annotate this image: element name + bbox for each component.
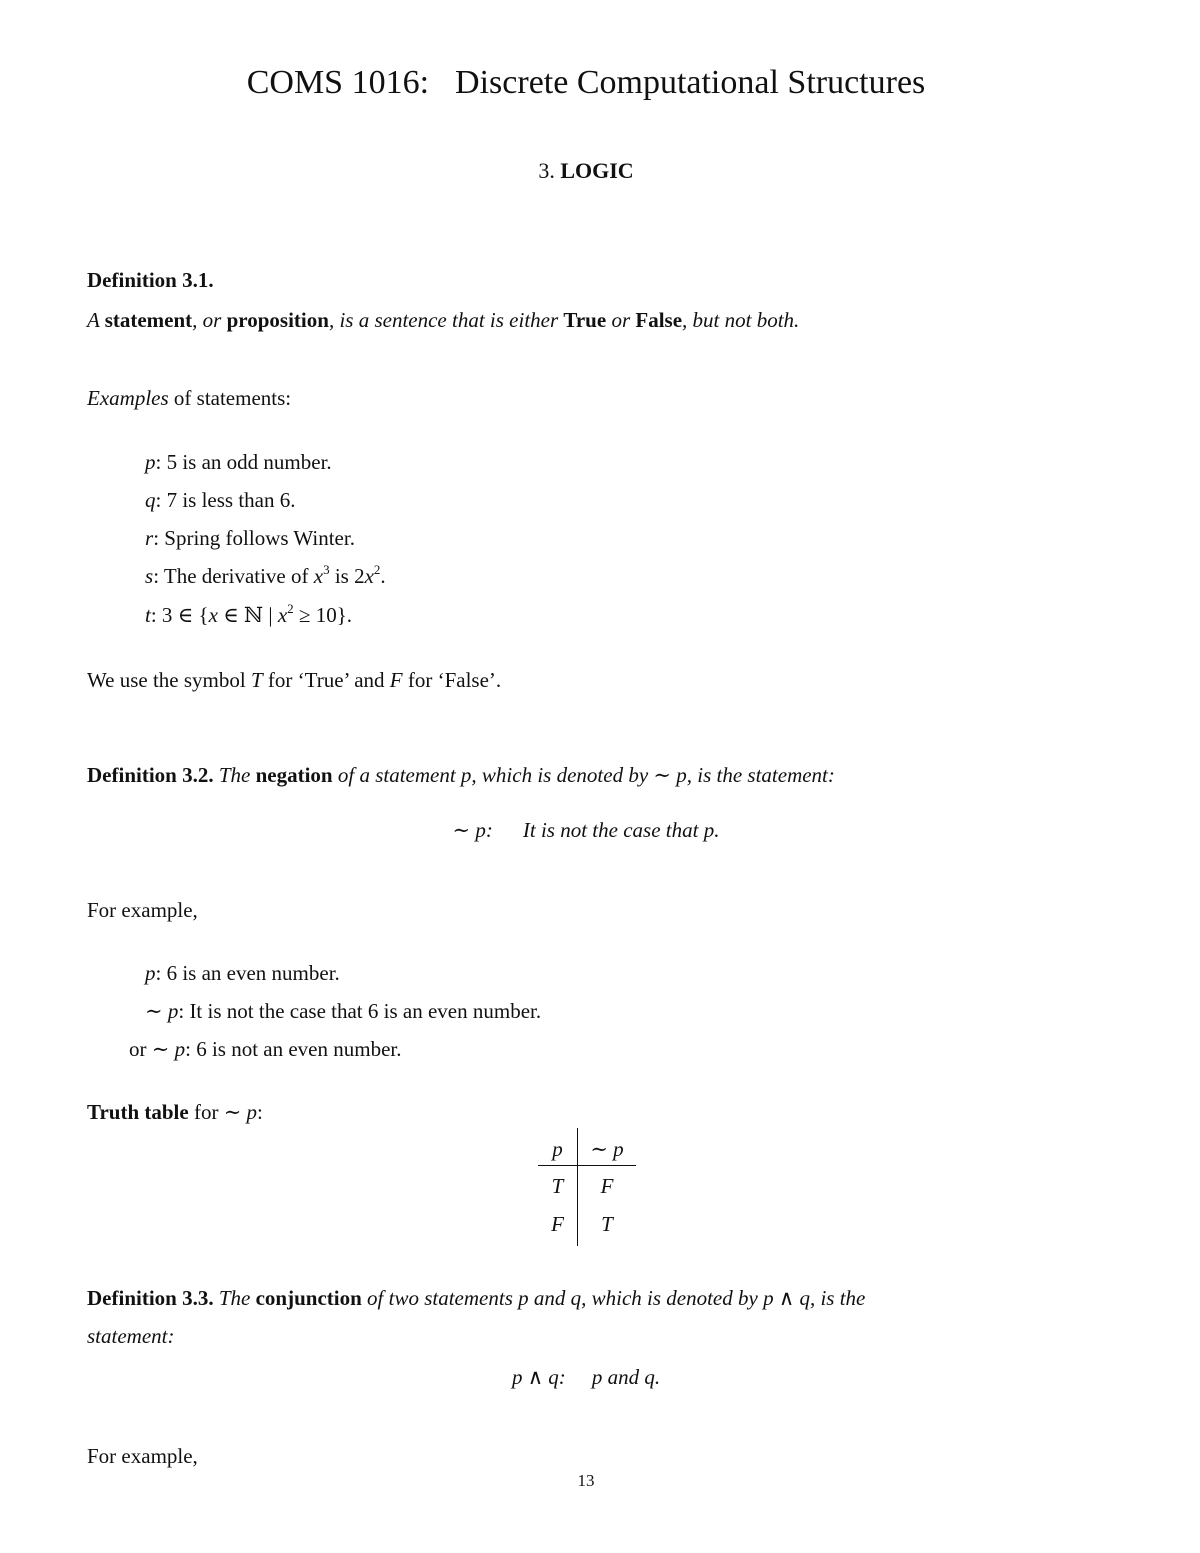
term-false: False [635, 308, 683, 332]
example-text: ∈ ℕ | [217, 603, 278, 627]
var: x [313, 564, 324, 588]
example-text: : 6 is not an even number. [185, 1037, 402, 1061]
symbol-T: T [250, 668, 263, 692]
var: ∼ p [145, 999, 179, 1023]
table-cell: T [551, 1174, 564, 1198]
negation-example-line3 [129, 1037, 402, 1062]
var: r [145, 526, 154, 550]
example-text: : 7 is less than 6. [155, 488, 296, 512]
display-lhs: ∼ p: [452, 818, 493, 842]
var: p [145, 961, 156, 985]
section-title: LOGIC [560, 158, 634, 183]
example-p [145, 450, 332, 475]
example-t [145, 603, 352, 628]
examples-rest: of statements: [168, 386, 292, 410]
truth-table [538, 1128, 636, 1246]
display-rhs: It is not the case that p. [522, 818, 720, 842]
symbol-F: F [389, 668, 403, 692]
truth-table-label [87, 1100, 263, 1125]
section-number: 3. [538, 158, 555, 183]
example-r [145, 526, 355, 551]
example-text: . [380, 564, 386, 588]
section-heading [0, 158, 1172, 184]
var: x [364, 564, 374, 588]
var: ∼ p [151, 1037, 186, 1061]
term-proposition: proposition [226, 308, 329, 332]
table-cell: F [551, 1212, 564, 1236]
def-text: or [606, 308, 636, 332]
example-text: : 6 is an even number. [155, 961, 340, 985]
exponent: 3 [323, 562, 330, 577]
def-text: of a statement p, which is denoted by ∼ p, is the statement: [332, 763, 835, 787]
var: t [145, 603, 151, 627]
term-conjunction: conjunction [255, 1286, 362, 1310]
negation-example-line2 [145, 999, 541, 1024]
symbol-note [87, 668, 501, 693]
course-title: Discrete Computational Structures [455, 64, 926, 101]
example-text: ≥ 10}. [293, 603, 353, 627]
example-text: : The derivative of [153, 564, 314, 588]
display-lhs: p ∧ q: [511, 1365, 566, 1389]
term-true: True [563, 308, 607, 332]
term-statement: statement [104, 308, 193, 332]
definition-3-3 [87, 1286, 865, 1311]
var: q [145, 488, 156, 512]
def-text: , is a sentence that is either [328, 308, 564, 332]
example-s [145, 564, 386, 589]
def-text: of two statements p and q, which is denoted by p ∧ q, is the [361, 1286, 866, 1310]
example-text: is 2 [329, 564, 365, 588]
examples-intro [87, 386, 291, 411]
examples-word: Examples [87, 386, 169, 410]
negation-example-intro: For example, [87, 898, 198, 922]
definition-3-2-heading: Definition 3.2. [87, 763, 214, 787]
table-cell: T [601, 1212, 613, 1236]
conjunction-display [0, 1365, 1172, 1390]
note-text: for ‘True’ and [262, 668, 390, 692]
note-text: for ‘False’. [402, 668, 502, 692]
def-text: , but not both. [682, 308, 800, 332]
table-header-p: p [552, 1137, 563, 1161]
def-text: , or [192, 308, 227, 332]
negation-example-line1 [145, 961, 340, 986]
label-text: : [257, 1100, 263, 1124]
label-text: for ∼ [188, 1100, 247, 1124]
def-text: A [87, 308, 105, 332]
definition-3-3-continued: statement: [87, 1324, 175, 1348]
example-text: : Spring follows Winter. [153, 526, 355, 550]
course-code: COMS 1016: [246, 64, 430, 101]
exponent: 2 [373, 562, 381, 577]
var: p [145, 450, 156, 474]
example-text: : It is not the case that 6 is an even number. [178, 999, 542, 1023]
definition-3-2 [87, 763, 835, 788]
negation-display [0, 818, 1172, 843]
definition-3-1-text [87, 308, 799, 333]
term-negation: negation [255, 763, 333, 787]
note-text: We use the symbol [87, 668, 251, 692]
example-text: : 3 ∈ { [150, 603, 209, 627]
or-word: or [129, 1037, 152, 1061]
def-text: The [213, 1286, 256, 1310]
table-header-not-p: ∼ p [590, 1137, 624, 1161]
table-cell: F [600, 1174, 614, 1198]
example-q [145, 488, 296, 513]
definition-3-1-heading: Definition 3.1. [87, 268, 214, 292]
var: s [145, 564, 154, 588]
page-number: 13 [577, 1471, 595, 1490]
truth-table-word: Truth table [87, 1100, 189, 1124]
def-text: The [213, 763, 256, 787]
table-divider-horizontal [538, 1165, 636, 1166]
conjunction-example-intro: For example, [87, 1444, 198, 1468]
var: x [277, 603, 288, 627]
var: x [208, 603, 218, 627]
exponent: 2 [287, 601, 294, 616]
display-rhs: p and q. [591, 1365, 661, 1389]
example-text: : 5 is an odd number. [155, 450, 332, 474]
definition-3-3-heading: Definition 3.3. [87, 1286, 214, 1310]
var: p [246, 1100, 258, 1124]
page-title [0, 64, 1172, 102]
